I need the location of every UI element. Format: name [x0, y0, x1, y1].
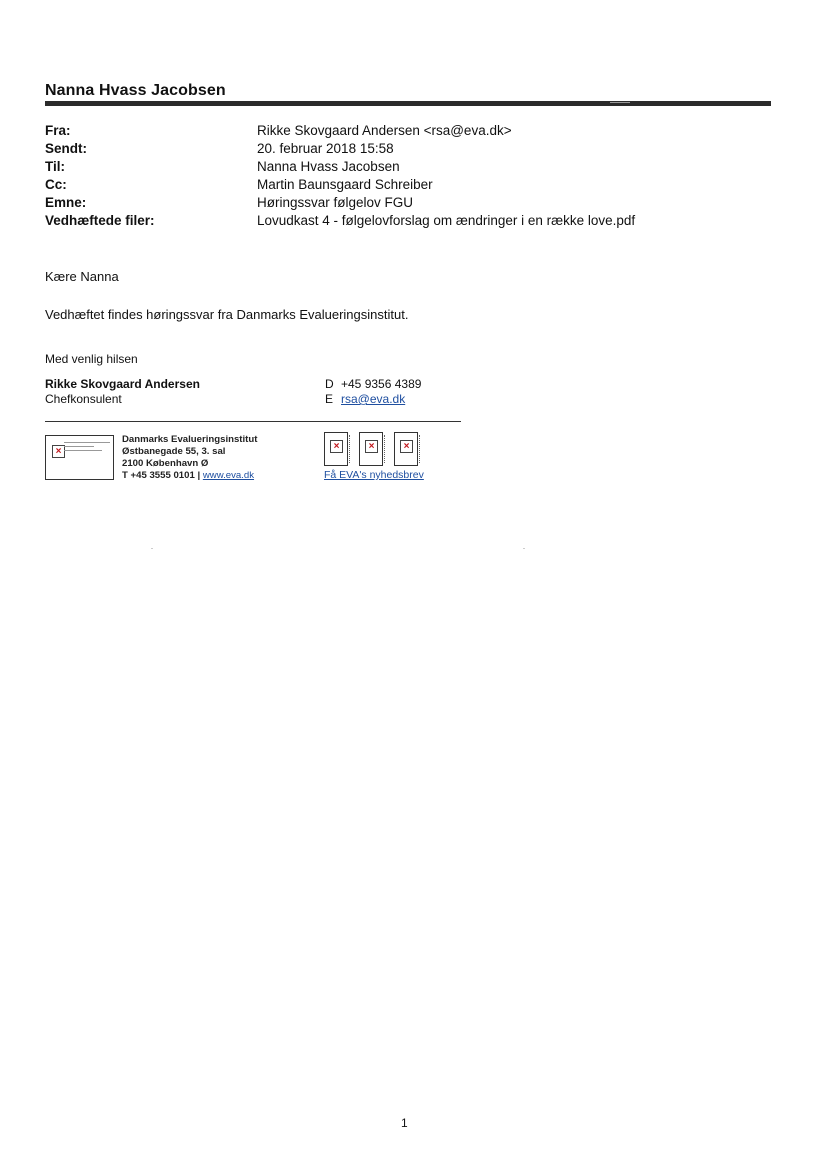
broken-image-icon: × [330, 440, 343, 453]
header-row-from [45, 122, 765, 140]
broken-image-icon: × [400, 440, 413, 453]
email-header-fields [45, 122, 765, 230]
signature-email [325, 392, 405, 406]
email-label: E [325, 392, 334, 406]
header-value: Høringssvar følgelov FGU [257, 195, 414, 210]
mailbox-owner-name: Nanna Hvass Jacobsen [45, 82, 226, 99]
signature-title: Chefkonsulent [45, 392, 122, 406]
header-value: 20. februar 2018 15:58 [257, 141, 394, 156]
organization-city: 2100 København Ø [122, 458, 209, 469]
placeholder-dots [349, 435, 352, 463]
attachment-filename[interactable]: Lovudkast 4 - følgelovforslag om ændringer i en række love.pdf [257, 213, 636, 228]
scan-speck [523, 548, 525, 549]
newsletter-link[interactable]: Få EVA's nyhedsbrev [324, 469, 424, 481]
email-closing: Med venlig hilsen [45, 352, 138, 366]
signature-name: Rikke Skovgaard Andersen [45, 377, 200, 391]
header-label: Emne: [45, 195, 87, 210]
header-label: Til: [45, 159, 65, 174]
organization-name: Danmarks Evalueringsinstitut [122, 434, 258, 445]
header-value: Nanna Hvass Jacobsen [257, 159, 400, 174]
phone-number: +45 9356 4389 [341, 377, 422, 391]
organization-contact [122, 470, 257, 482]
phone-label: D [325, 377, 334, 391]
placeholder-dots [419, 435, 422, 463]
header-label: Sendt: [45, 141, 87, 156]
signature-divider [45, 421, 461, 422]
broken-image-icon: × [52, 445, 65, 458]
website-link[interactable]: www.eva.dk [202, 470, 255, 481]
header-label: Vedhæftede filer: [45, 213, 155, 228]
social-link-2[interactable] [359, 432, 383, 466]
header-value: Rikke Skovgaard Andersen <rsa@eva.dk> [257, 123, 512, 138]
placeholder-dots [384, 435, 387, 463]
header-label: Cc: [45, 177, 67, 192]
page-number: 1 [401, 1116, 408, 1130]
scan-speck [610, 102, 630, 103]
email-link[interactable]: rsa@eva.dk [341, 392, 406, 406]
header-value: Martin Baunsgaard Schreiber [257, 177, 433, 192]
signature-phone [325, 377, 421, 391]
email-message: Vedhæftet findes høringssvar fra Danmarks Evalueringsinstitut. [45, 307, 409, 322]
organization-logo [45, 435, 114, 480]
scan-speck [151, 548, 153, 549]
logo-placeholder-line [64, 450, 102, 451]
social-link-3[interactable] [394, 432, 418, 466]
logo-placeholder-line [64, 442, 110, 443]
logo-placeholder-line [64, 446, 94, 447]
header-row-cc [45, 176, 765, 194]
header-row-attachments [45, 212, 765, 230]
email-greeting: Kære Nanna [45, 269, 119, 284]
organization-address [122, 434, 257, 482]
header-divider [45, 101, 771, 106]
social-link-1[interactable] [324, 432, 348, 466]
header-row-subject [45, 194, 765, 212]
header-row-to [45, 158, 765, 176]
organization-street: Østbanegade 55, 3. sal [122, 446, 226, 457]
broken-image-icon: × [365, 440, 378, 453]
header-row-sent [45, 140, 765, 158]
header-label: Fra: [45, 123, 71, 138]
organization-phone: T +45 3555 0101 | [122, 470, 201, 481]
